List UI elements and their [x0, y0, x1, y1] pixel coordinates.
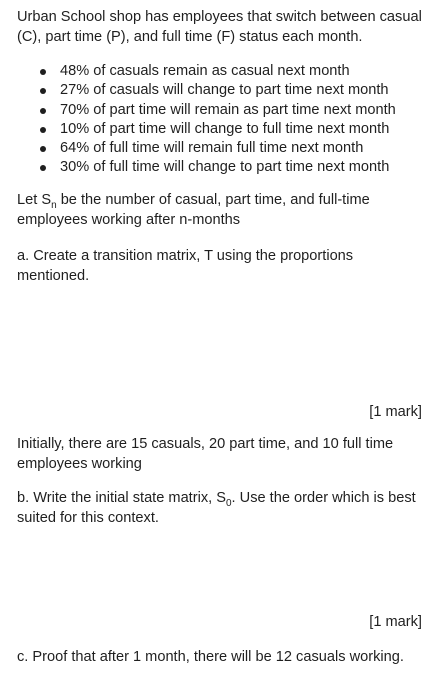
initial-counts-paragraph: Initially, there are 15 casuals, 20 part time, and 10 full time employees working — [17, 436, 394, 472]
bullet-text: 30% of full time will change to part time next month — [60, 159, 390, 176]
bullet-dot-icon — [40, 127, 46, 133]
bullet-dot-icon — [40, 69, 46, 75]
list-item — [40, 101, 435, 120]
list-item — [40, 81, 435, 100]
part-a-question: a. Create a transition matrix, T using the proportions mentioned. — [17, 248, 354, 284]
let-prefix: Let S — [17, 192, 52, 208]
let-definition — [17, 190, 425, 230]
part-b-suffix: . Use the order which is best suited for this context. — [17, 490, 416, 526]
list-item — [40, 158, 435, 177]
bullet-text: 70% of part time will remain as part time next month — [60, 101, 396, 118]
bullet-dot-icon — [40, 146, 46, 152]
list-item — [40, 139, 435, 158]
bullet-dot-icon — [40, 165, 46, 171]
bullet-text: 48% of casuals remain as casual next month — [60, 63, 350, 79]
let-suffix: be the number of casual, part time, and full-time employees working after n-months — [17, 192, 370, 228]
part-b-mark: [1 mark] — [369, 614, 422, 630]
list-item — [40, 62, 435, 81]
transition-bullet-list — [40, 62, 435, 178]
bullet-text: 10% of part time will change to full time next month — [60, 120, 390, 137]
intro-paragraph: Urban School shop has employees that switch between casual (C), part time (P), and full time (F) status each month. — [17, 9, 422, 45]
bullet-text: 27% of casuals will change to part time next month — [60, 82, 389, 99]
let-subscript: n — [51, 200, 57, 211]
part-b-subscript: 0 — [225, 498, 232, 509]
part-b-question — [17, 488, 425, 528]
bullet-text: 64% of full time will remain full time next month — [60, 140, 364, 157]
part-a-mark: [1 mark] — [369, 404, 422, 420]
list-item — [40, 120, 435, 139]
part-c-question: c. Proof that after 1 month, there will be 12 casuals working. — [17, 649, 404, 665]
part-b-prefix: b. Write the initial state matrix, S — [17, 490, 226, 506]
bullet-dot-icon — [40, 108, 46, 114]
bullet-dot-icon — [40, 88, 46, 94]
